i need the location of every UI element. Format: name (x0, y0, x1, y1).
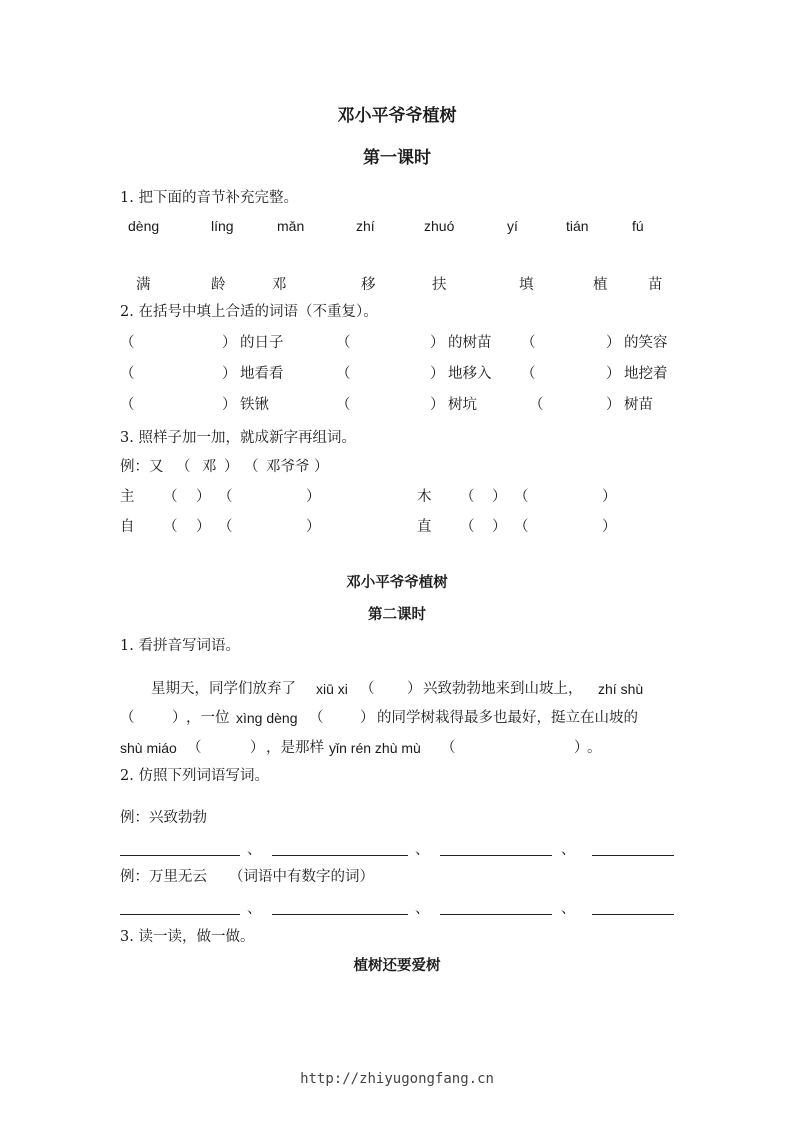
paren-open: （ (176, 459, 191, 475)
paren-close: ） (222, 397, 237, 413)
paren-open: （ (460, 519, 475, 535)
paren-open: （ (218, 519, 233, 535)
pinyin-syllable: yí (507, 218, 518, 234)
fill-suffix: 树苗 (624, 397, 653, 413)
passage-text: 的同学树栽得最多也最好，挺立在山坡的 (377, 710, 638, 726)
paren-close: ） (196, 519, 211, 535)
separator: 、 (247, 842, 262, 858)
paren-open: （ (218, 489, 233, 505)
base-char: 自 (120, 519, 135, 535)
paren-close: ） (222, 335, 237, 351)
paren-open: （ (521, 366, 536, 382)
paren-close: ） (224, 459, 239, 475)
paren-close: ） (306, 489, 321, 505)
answer-line[interactable] (440, 914, 552, 915)
separator: 、 (561, 901, 576, 917)
pinyin-syllable: tián (566, 218, 589, 234)
paren-close: ） (606, 397, 621, 413)
paren-open: （ (514, 519, 529, 535)
reading-title: 植树还要爱树 (353, 957, 441, 974)
separator: 、 (247, 901, 262, 917)
paren-close: ） (606, 366, 621, 382)
answer-line[interactable] (592, 914, 674, 915)
passage-text: 兴致勃勃地来到山坡上， (423, 681, 583, 697)
question-2-prompt: 2. 在括号中填上合适的词语（不重复）。 (120, 304, 378, 320)
paren-open: （ (244, 459, 259, 475)
pinyin-syllable: zhuó (424, 218, 455, 234)
passage-text: 星期天，同学们放弃了 (151, 681, 296, 697)
paren-close: ） (602, 489, 617, 505)
fill-suffix: 地挖着 (624, 366, 668, 382)
separator: 、 (415, 901, 430, 917)
page-title: 邓小平爷爷植树 (337, 106, 457, 126)
separator: 、 (415, 842, 430, 858)
pinyin-prompt: shù miáo (120, 740, 177, 756)
pinyin-prompt: yǐn rén zhù mù (329, 740, 421, 756)
example-char: 邓 (202, 459, 217, 475)
paren-close: ） (360, 710, 375, 726)
fill-suffix: 地看看 (240, 366, 284, 382)
pinyin-syllable: líng (211, 218, 234, 234)
answer-line[interactable] (592, 855, 674, 856)
hanzi-char: 苗 (648, 277, 663, 293)
answer-line[interactable] (272, 914, 408, 915)
paren-open: （ (309, 710, 324, 726)
paren-open: （ (441, 740, 456, 756)
section-title: 邓小平爷爷植树 (346, 574, 448, 591)
hanzi-char: 龄 (211, 277, 226, 293)
lesson-title: 第二课时 (368, 606, 426, 623)
paren-close: ） (574, 740, 589, 756)
paren-open: （ (120, 710, 135, 726)
example-label: 例：又 (120, 459, 164, 475)
paren-close: ） (172, 710, 187, 726)
paren-open: （ (120, 366, 135, 382)
paren-open: （ (120, 335, 135, 351)
example-note: （词语中有数字的词） (229, 869, 374, 885)
hanzi-char: 植 (593, 277, 608, 293)
pinyin-syllable: zhí (356, 218, 375, 234)
question-1-prompt: 1. 把下面的音节补充完整。 (120, 190, 298, 206)
fill-suffix: 的日子 (240, 335, 284, 351)
paren-close: ） (314, 459, 329, 475)
paren-open: （ (460, 489, 475, 505)
paren-close: ） (196, 489, 211, 505)
footer-url[interactable]: http://zhiyugongfang.cn (300, 1071, 494, 1087)
pinyin-syllable: dèng (128, 218, 160, 234)
hanzi-char: 填 (519, 277, 534, 293)
paren-close: ） (222, 366, 237, 382)
answer-line[interactable] (120, 855, 240, 856)
pinyin-syllable: fú (632, 218, 644, 234)
paren-open: （ (163, 519, 178, 535)
pinyin-syllable: mǎn (277, 218, 305, 234)
fill-suffix: 地移入 (448, 366, 492, 382)
paren-open: （ (163, 489, 178, 505)
question-3-prompt: 3. 读一读，做一做。 (120, 929, 255, 945)
question-1-prompt: 1. 看拼音写词语。 (120, 638, 240, 654)
fill-suffix: 的树苗 (448, 335, 492, 351)
paren-open: （ (360, 681, 375, 697)
paren-close: ） (407, 681, 422, 697)
paren-open: （ (521, 335, 536, 351)
passage-text: ，是那样 (266, 740, 324, 756)
hanzi-char: 移 (361, 277, 376, 293)
paren-open: （ (336, 397, 351, 413)
example-label: 例：万里无云 (120, 869, 207, 885)
paren-close: ） (492, 519, 507, 535)
pinyin-prompt: xìng dèng (236, 710, 298, 726)
question-2-prompt: 2. 仿照下列词语写词。 (120, 768, 269, 784)
fill-suffix: 的笑容 (624, 335, 668, 351)
pinyin-prompt: zhí shù (598, 681, 644, 697)
paren-open: （ (187, 740, 202, 756)
answer-line[interactable] (272, 855, 408, 856)
paren-close: ） (430, 366, 445, 382)
paren-close: ） (430, 397, 445, 413)
base-char: 木 (417, 489, 432, 505)
paren-open: （ (336, 335, 351, 351)
paren-close: ） (602, 519, 617, 535)
hanzi-char: 扶 (432, 277, 447, 293)
paren-close: ） (430, 335, 445, 351)
paren-close: ） (606, 335, 621, 351)
paren-close: ） (492, 489, 507, 505)
answer-line[interactable] (120, 914, 240, 915)
hanzi-char: 邓 (272, 277, 287, 293)
pinyin-prompt: xiū xi (316, 681, 348, 697)
passage-text: ，一位 (186, 710, 230, 726)
fill-suffix: 铁锹 (240, 397, 269, 413)
base-char: 直 (417, 519, 432, 535)
question-3-prompt: 3. 照样子加一加，就成新字再组词。 (120, 430, 356, 446)
example-label: 例：兴致勃勃 (120, 810, 207, 826)
paren-close: ） (306, 519, 321, 535)
base-char: 主 (120, 489, 135, 505)
paren-open: （ (529, 397, 544, 413)
paren-open: （ (514, 489, 529, 505)
answer-line[interactable] (440, 855, 552, 856)
hanzi-char: 满 (136, 277, 151, 293)
passage-text: 。 (587, 740, 602, 756)
example-word: 邓爷爷 (266, 459, 310, 475)
separator: 、 (561, 842, 576, 858)
lesson-title: 第一课时 (363, 148, 431, 168)
paren-close: ） (250, 740, 265, 756)
paren-open: （ (336, 366, 351, 382)
fill-suffix: 树坑 (448, 397, 477, 413)
paren-open: （ (120, 397, 135, 413)
